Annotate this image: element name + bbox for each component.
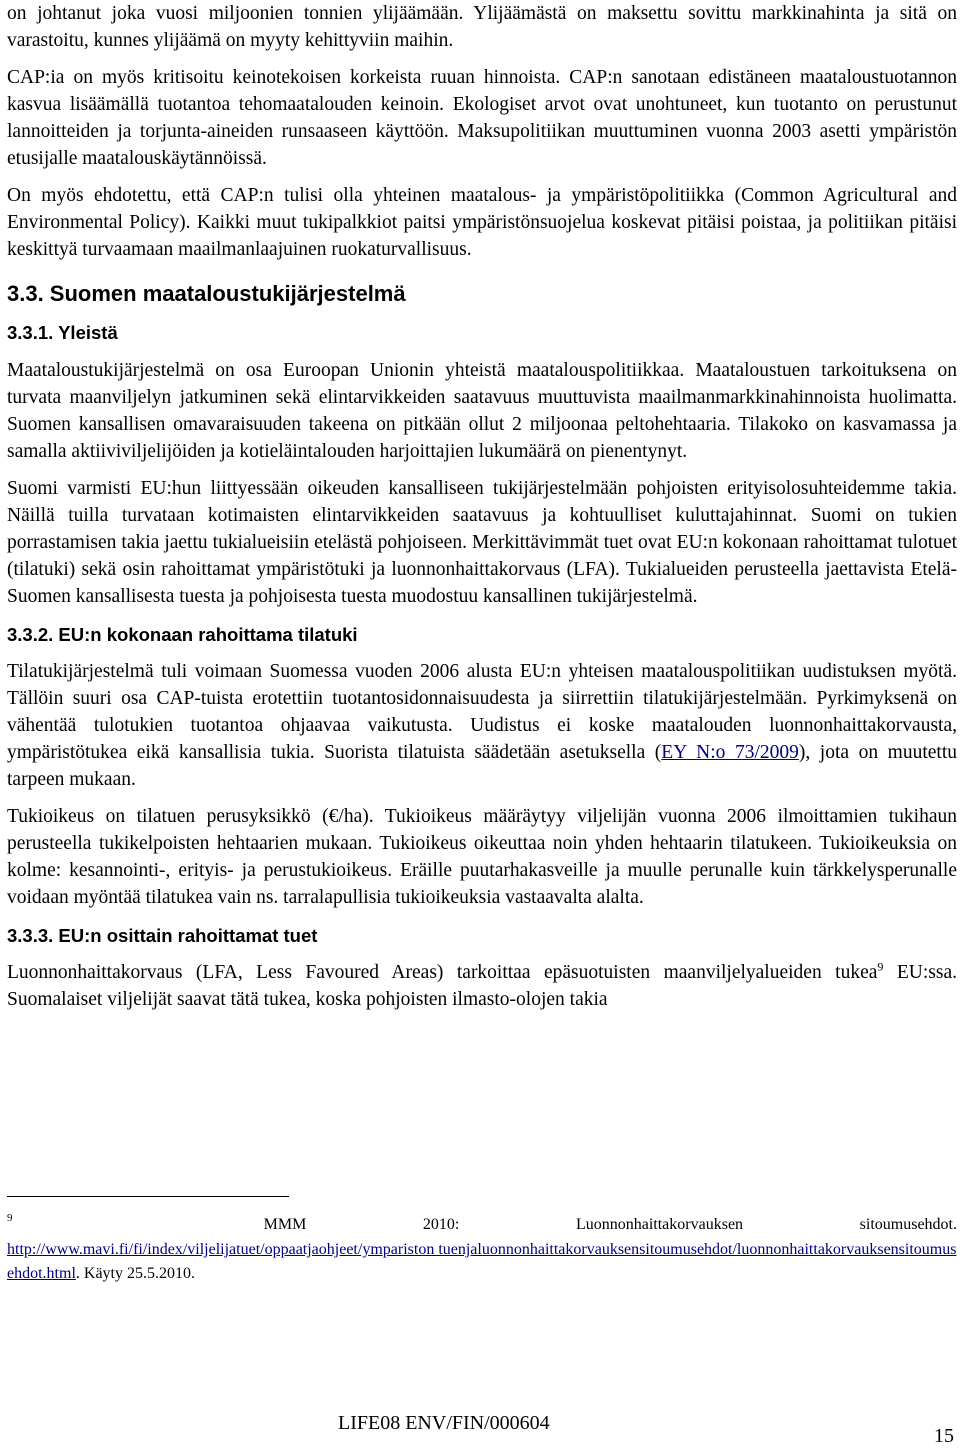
footnote-title-end: sitoumusehdot. [859,1216,957,1233]
paragraph [7,959,957,1013]
paragraph-text: Tilatukijärjestelmä tuli voimaan Suomessa vuoden 2006 alusta EU:n yhteisen maatalouspolitiikan uudistuksen myötä. Tällöin suuri osa CAP-tuista erotettiin tuotantosidonnaisuudesta ja siirrettiin tilatukijärjestelmään. Pyrkimyksenä on vähentää tulotukien tuotantoa ohjaavaa vaikutusta. Uudistus ei koske maatalouden luonnonhaittakorvausta, ympäristötukea eikä kansallisia tukia. Suorista tilatuista säädetään asetuksella ( [7,661,957,763]
footnote-title: Luonnonhaittakorvauksen [575,1216,744,1233]
footnote [7,1213,957,1286]
document-body [7,0,957,1013]
footnote-citation [7,1213,957,1238]
section-heading: 3.3. Suomen maataloustukijärjestelmä [7,281,406,306]
paragraph [7,658,957,793]
paragraph: Tukioikeus on tilatuen perusyksikkö (€/ha). Tukioikeus määräytyy viljelijän vuonna 2006 ilmoittamien tukihaun perusteella tukikelpoisten hehtaarien mukaan. Tukioikeus oikeuttaa noin yhden hehtaarin tilatukeen. Tukioikeuksia on kolme: kesannointi-, erityis- ja perustukioikeus. Eräille puutarhakasveille ja muulle perunalle kuin tärkkelysperunalle voidaan myöntää tilatukea vain ns. tarralapullisia tukioikeuksia vastaavalta alalta. [7,806,957,908]
footnote-source: MMM [263,1216,307,1233]
footnote-accessed: . Käyty 25.5.2010. [75,1265,195,1282]
paragraph-text: EU:ssa. Suomalaiset viljelijät saavat tätä tukea, koska pohjoisten ilmasto-olojen takia [7,962,957,1010]
subsection-heading: 3.3.2. EU:n kokonaan rahoittama tilatuki [7,624,358,645]
subsection-heading: 3.3.1. Yleistä [7,322,118,343]
footnote-url-link[interactable]: http://www.mavi.fi/fi/index/viljelijatuet/oppaatjaohjeet/ympariston tuenjaluonnonhaittakorvauksensitoumusehdot/luonnonhaittakorvauksensitoumusehdot.html [7,1241,957,1282]
subsection-heading: 3.3.3. EU:n osittain rahoittamat tuet [7,925,318,946]
footer-project-code: LIFE08 ENV/FIN/000604 [338,1412,550,1434]
paragraph: CAP:ia on myös kritisoitu keinotekoisen korkeista ruuan hinnoista. CAP:n sanotaan edistäneen maataloustuotannon kasvua lisäämällä tuotantoa tehomaatalouden keinoin. Ekologiset arvot ovat unohtuneet, kun tuotanto on perustunut lannoitteiden ja torjunta-aineiden runsaaseen käyttöön. Maksupolitiikan muuttuminen vuonna 2003 asetti ympäristön etusijalle maatalouskäytännöissä. [7,67,957,169]
paragraph: on johtanut joka vuosi miljoonien tonnien ylijäämään. Ylijäämästä on maksettu sovittu markkinahinta ja sitä on varastoitu, kunnes ylijäämä on myyty kehittyviin maihin. [7,3,957,51]
regulation-link[interactable]: EY N:o 73/2009 [661,742,799,763]
footnote-year: 2010: [422,1216,460,1233]
paragraph: Maataloustukijärjestelmä on osa Euroopan Unionin yhteistä maatalouspolitiikkaa. Maataloustuen tarkoituksena on turvata maanviljelyn jatkuminen sekä elintarvikkeiden saatavuus muuttuvista maailmanmarkkinahinnoista huolimatta. Suomen kansallisen omavaraisuuden takeena on pitkään ollut 2 miljoonaa peltohehtaaria. Tilakoko on kasvamassa ja samalla aktiiviviljelijöiden ja kotieläintalouden harjoittajien lukumäärä on pienentynyt. [7,360,957,462]
footnote-separator [7,1196,289,1197]
paragraph-text: Luonnonhaittakorvaus (LFA, Less Favoured Areas) tarkoittaa epäsuotuisten maanviljelyalueiden tukea [7,962,878,983]
page-number: 15 [934,1425,954,1447]
footnote-reference[interactable]: 9 [877,959,884,974]
paragraph: Suomi varmisti EU:hun liittyessään oikeuden kansalliseen tukijärjestelmään pohjoisten erityisolosuhteidemme takia. Näillä tuilla turvataan kotimaisten elintarvikkeiden saatavuus ja kohtuulliset kuluttajahinnat. Suomi on tukien porrastamisen takia jaettu tukialueisiin etelästä pohjoiseen. Merkittävimmät tuet ovat EU:n kokonaan rahoittamat tulotuet (tilatuki) sekä osin rahoittamat ympäristötuki ja luonnonhaittakorvaus (LFA). Tukialueiden perusteella jaettavista Etelä-Suomen kansallisesta tuesta ja pohjoisesta tuesta muodostuu kansallinen tukijärjestelmä. [7,478,957,607]
footnote-link-line [7,1238,957,1286]
paragraph: On myös ehdotettu, että CAP:n tulisi olla yhteinen maatalous- ja ympäristöpolitiikka (Common Agricultural and Environmental Policy). Kaikki muut tukipalkkiot paitsi ympäristönsuojelua koskevat pitäisi poistaa, ja politiikan pitäisi keskittyä turvaamaan maailmanlaajuinen ruokaturvallisuus. [7,185,957,260]
footnote-number: 9 [7,1212,13,1224]
paragraph-text: ), jota on muutettu tarpeen mukaan. [7,742,958,790]
